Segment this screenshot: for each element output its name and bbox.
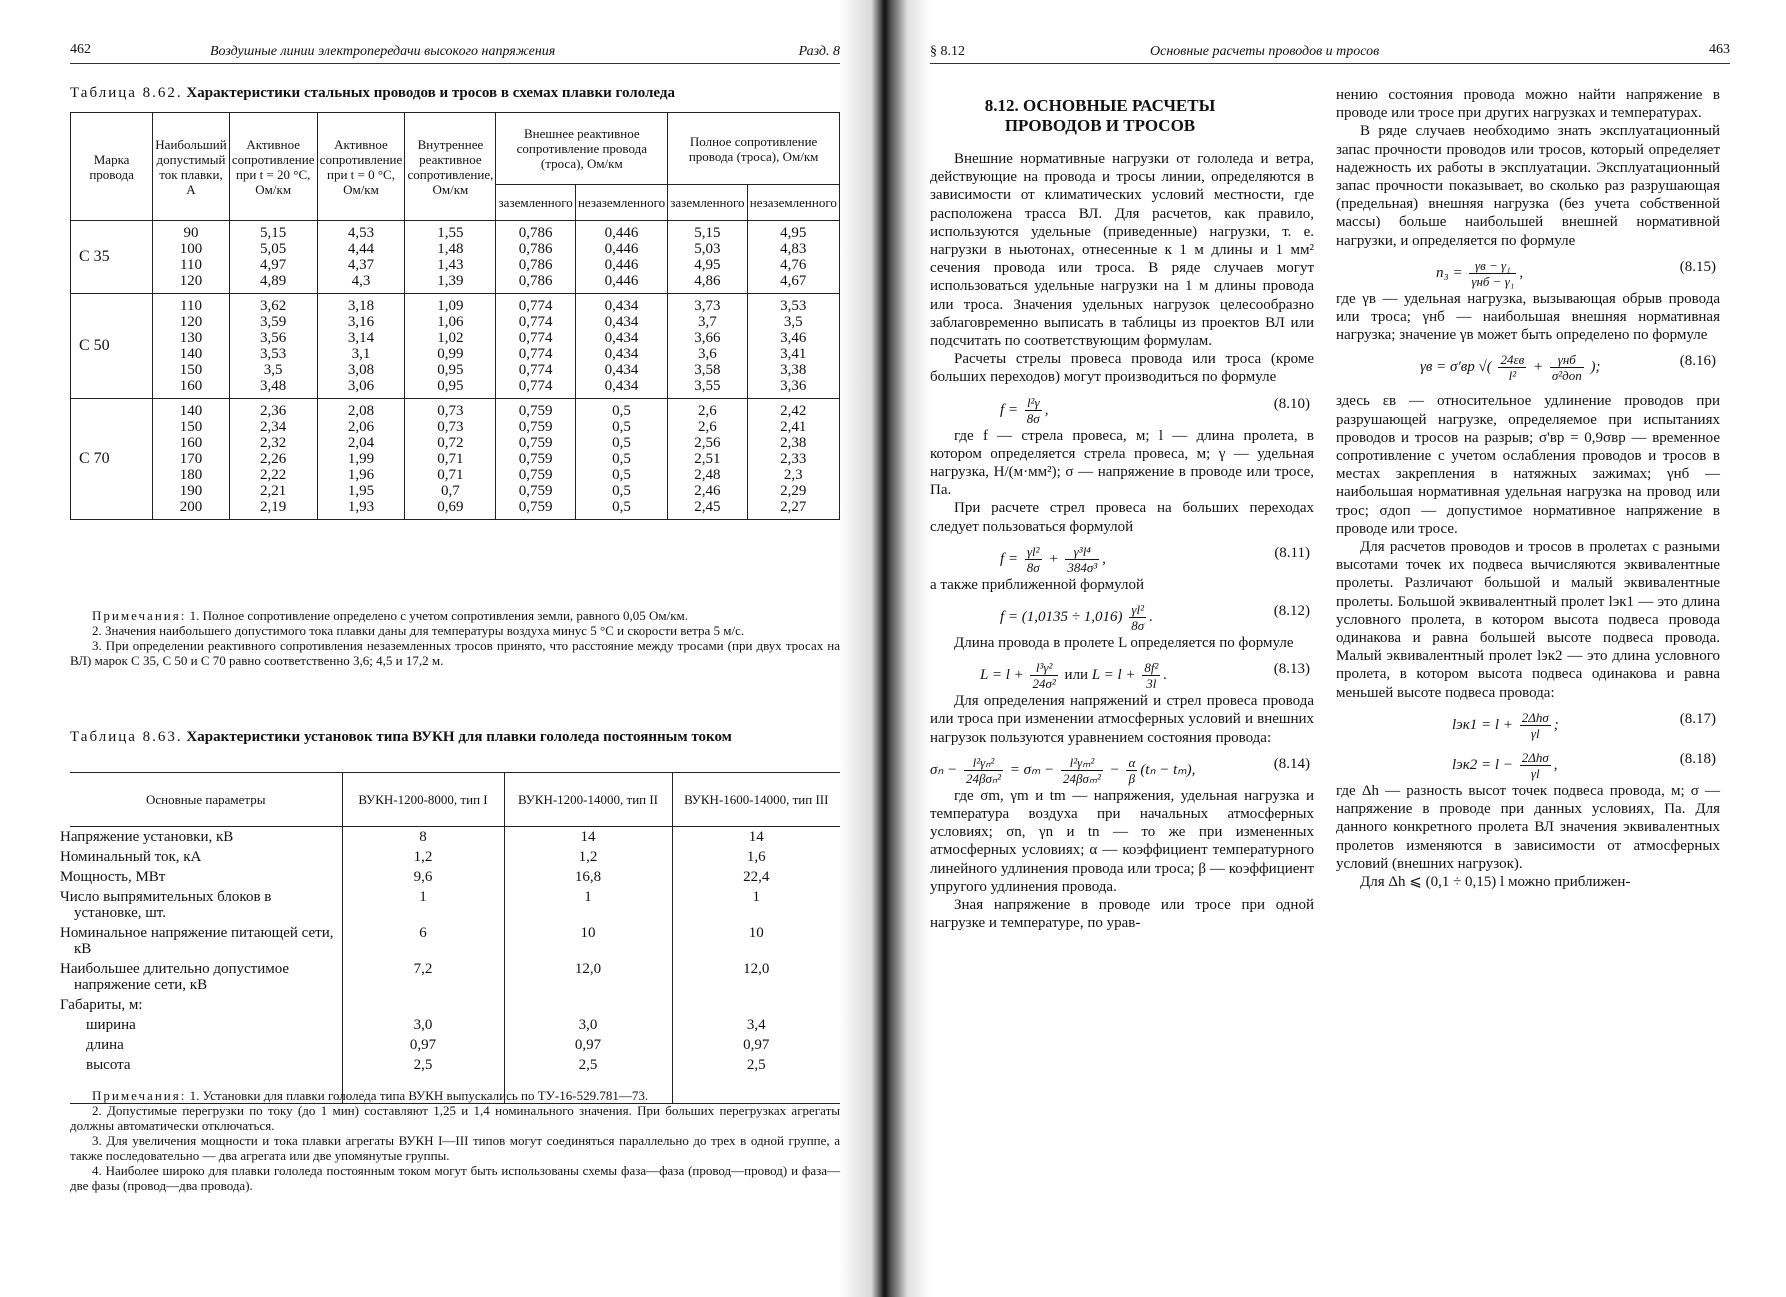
table-cell-value: 0,774 <box>518 298 553 314</box>
table-cell-value: 2,22 <box>260 467 287 483</box>
table-cell-value: 0,71 <box>437 451 464 467</box>
table-cell-value: 3,55 <box>694 378 721 394</box>
formula-8-13: L = l + $\frac{\text{l³γ²}}{\text{24σ²}}$ или L = l + $\frac{\text{8f²}}{3l}$ . (8.13) <box>980 660 1310 692</box>
value-cell-current <box>153 221 230 294</box>
table-cell-value: 0,759 <box>518 467 553 483</box>
right-column-2 <box>1336 86 1720 891</box>
table-cell-value: 0,786 <box>518 241 553 257</box>
table-cell-value: 2,32 <box>260 435 287 451</box>
table-cell-value: 0,446 <box>604 257 639 273</box>
table-cell-value: 2,33 <box>780 451 807 467</box>
table-cell-value: 0,434 <box>604 346 639 362</box>
table-cell-value: 0,7 <box>441 483 460 499</box>
table-row <box>71 294 840 399</box>
formula-8-18: lэк2 = l − $\frac{\text{2Δhσ}}{\gamma l}$ , (8.18) <box>1452 749 1716 781</box>
table-cell-value: 0,71 <box>437 467 464 483</box>
table-cell-value: 0,446 <box>604 241 639 257</box>
table-cell-value: 2,42 <box>780 403 807 419</box>
table-cell-value: 4,3 <box>351 273 371 289</box>
parameter-value-cell: 1 <box>342 887 504 923</box>
parameter-value-cell <box>342 995 504 1015</box>
value-cell-xu <box>575 294 667 399</box>
table-row <box>70 995 840 1015</box>
formula-8-10: f = $\frac{\text{l²γ}}{8\sigma}$ , (8.10) <box>1000 394 1310 426</box>
table-cell-value: 0,786 <box>518 225 553 241</box>
table-862 <box>70 112 840 520</box>
table-cell-value: 0,759 <box>518 419 553 435</box>
parameter-value-cell: 0,97 <box>672 1035 840 1055</box>
table-cell-value: 1,43 <box>437 257 464 273</box>
table-cell-value: 3,73 <box>694 298 721 314</box>
table-cell-value: 1,96 <box>347 467 375 483</box>
table-cell-value: 0,434 <box>604 298 639 314</box>
value-cell-zg <box>668 294 747 399</box>
table-cell-value: 4,97 <box>260 257 287 273</box>
table-cell-value: 0,759 <box>518 435 553 451</box>
table-row <box>70 887 840 923</box>
value-cell-xin <box>405 399 496 520</box>
table-row <box>70 923 840 959</box>
parameter-value-cell: 14 <box>504 827 672 848</box>
table-row <box>71 399 840 520</box>
book-gutter-shadow <box>840 0 930 1297</box>
table-cell-value: 3,41 <box>780 346 807 362</box>
table-cell-value: 1,06 <box>437 314 464 330</box>
left-section-ref: Разд. 8 <box>798 44 840 59</box>
table-cell-value: 2,19 <box>260 499 287 515</box>
table-row <box>70 1035 840 1055</box>
parameter-value-cell: 10 <box>504 923 672 959</box>
table-cell-value: 0,774 <box>518 346 553 362</box>
formula-8-17: lэк1 = l + $\frac{\text{2Δhσ}}{\gamma l}$ ; (8.17) <box>1452 709 1716 741</box>
parameter-value-cell: 1,2 <box>504 847 672 867</box>
table-cell-value: 1,39 <box>437 273 464 289</box>
formula-8-11: f = $\frac{\text{γl²}}{8\sigma}$ + $\frac{\text{γ³l⁴}}{\text{384σ³}}$ , (8.11) <box>1000 543 1310 575</box>
parameter-value-cell: 3,0 <box>342 1015 504 1035</box>
table-862-caption: Таблица 8.62. Характеристики стальных проводов и тросов в схемах плавки гололеда <box>70 85 675 101</box>
table-cell-value: 3,48 <box>260 378 287 394</box>
right-running-head <box>930 38 1730 64</box>
table-cell-value: 0,759 <box>518 451 553 467</box>
parameter-value-cell: 1,2 <box>342 847 504 867</box>
table-cell-value: 4,83 <box>780 241 807 257</box>
parameter-name-cell: Наибольшее длительно допустимое напряжение сети, кВ <box>60 961 290 993</box>
th-ext-grounded: заземленного <box>496 185 575 221</box>
parameter-value-cell: 12,0 <box>504 959 672 995</box>
value-cell-zg <box>668 221 747 294</box>
table-cell-value: 0,95 <box>437 378 464 394</box>
c1-paragraph-6: Длина провода в пролете L определяется по формуле <box>954 635 1294 652</box>
parameter-value-cell: 14 <box>672 827 840 848</box>
table-cell-value: 110 <box>180 298 202 314</box>
table-cell-value: 3,06 <box>347 378 375 394</box>
th-full-grounded: заземленного <box>668 185 747 221</box>
table-cell-value: 2,3 <box>783 467 803 483</box>
parameter-value-cell: 2,5 <box>342 1055 504 1104</box>
table-cell-value: 3,08 <box>347 362 375 378</box>
value-cell-zu <box>747 399 839 520</box>
th-full-ungrounded: незаземленного <box>747 185 839 221</box>
value-cell-zu <box>747 294 839 399</box>
table-row <box>70 827 840 848</box>
th-params: Основные параметры <box>70 773 342 827</box>
c1-paragraph-5: а также приближенной формулой <box>930 576 1144 593</box>
table-cell-value: 0,5 <box>612 403 631 419</box>
table-cell-value: 5,15 <box>260 225 287 241</box>
parameter-value-cell: 9,6 <box>342 867 504 887</box>
c2-paragraph-1: нению состояния провода можно найти напряжение в проводе или тросе при других нагрузках и температурах. <box>1336 87 1720 122</box>
table-cell-value: 3,58 <box>694 362 721 378</box>
parameter-name-cell: Число выпрямительных блоков в установке, шт. <box>60 889 272 921</box>
wire-mark-cell: С 35 <box>71 221 153 294</box>
table-row <box>70 847 840 867</box>
table-cell-value: 0,5 <box>612 419 631 435</box>
parameter-value-cell: 12,0 <box>672 959 840 995</box>
th-active-20: Активное сопротивление при t = 20 °С, Ом/км <box>229 113 317 221</box>
table-cell-value: 2,04 <box>347 435 375 451</box>
table-cell-value: 0,786 <box>518 257 553 273</box>
table-cell-value: 3,46 <box>780 330 807 346</box>
table-cell-value: 5,05 <box>260 241 287 257</box>
table-cell-value: 0,5 <box>612 435 631 451</box>
table-cell-value: 3,18 <box>347 298 375 314</box>
table-863-notes: Примечания: 1. Установки для плавки гололеда типа ВУКН выпускались по ТУ-16-529.781—73. 2. Допустимые перегрузки по току (до 1 мин) составляют 1,25 и 1,4 номинального значения. При больших перегрузках агрегаты должны автоматически отключаться. 3. Для увеличения мощности и тока плавки агрегаты ВУКН I—III типов могут соединяться параллельно до трех в одной группе, а также последовательно — два агрегата или две упомянутые группы. 4. Наиболее широко для плавки гололеда постоянным током могут быть использованы схемы фаза—фаза (провод—провод) и фаза—две фазы (провод—два провода). <box>70 1088 840 1193</box>
table-row <box>70 1015 840 1035</box>
table-cell-value: 2,29 <box>780 483 807 499</box>
table-cell-value: 1,48 <box>437 241 464 257</box>
value-cell-zu <box>747 221 839 294</box>
value-cell-xg <box>496 294 575 399</box>
table-cell-value: 3,16 <box>347 314 375 330</box>
value-cell-r0 <box>317 294 405 399</box>
table-cell-value: 4,37 <box>347 257 375 273</box>
c2-paragraph-5: Для расчетов проводов и тросов в пролетах с разными высотами точек их подвеса вычисляются эквивалентные пролеты. Различают большой и малый эквивалентные пролеты. Большой эквивалентный пролет lэк1 — это длина условного пролета, в котором высота подвеса провода одинакова и равна большей высоте подвеса провода. Малый эквивалентный пролет lэк2 — это длина условного пролета, в котором высота подвеса одинакова и равна меньшей высоте подвеса провода: <box>1336 539 1720 701</box>
table-cell-value: 3,5 <box>783 314 803 330</box>
table-cell-value: 2,46 <box>694 483 721 499</box>
value-cell-r20 <box>229 399 317 520</box>
value-cell-r20 <box>229 221 317 294</box>
parameter-value-cell: 16,8 <box>504 867 672 887</box>
table-row <box>71 221 840 294</box>
table-cell-value: 4,95 <box>780 225 807 241</box>
table-cell-value: 3,59 <box>260 314 287 330</box>
table-cell-value: 0,95 <box>437 362 464 378</box>
parameter-value-cell: 22,4 <box>672 867 840 887</box>
table-cell-value: 4,53 <box>347 225 375 241</box>
th-full: Полное сопротивление провода (троса), Ом/км <box>668 113 840 185</box>
table-cell-value: 3,14 <box>347 330 375 346</box>
table-cell-value: 0,774 <box>518 314 553 330</box>
th-active-0: Активное сопротивление при t = 0 °С, Ом/км <box>317 113 405 221</box>
parameter-value-cell: 0,97 <box>504 1035 672 1055</box>
table-cell-value: 2,36 <box>260 403 287 419</box>
table-cell-value: 2,06 <box>347 419 375 435</box>
value-cell-xg <box>496 221 575 294</box>
table-cell-value: 0,434 <box>604 330 639 346</box>
table-cell-value: 2,45 <box>694 499 721 515</box>
table-cell-value: 150 <box>179 419 203 435</box>
parameter-name-cell: Мощность, МВт <box>60 869 166 885</box>
parameter-value-cell: 1 <box>672 887 840 923</box>
formula-8-15: n₃ = $\frac{\text{γв − γ₁}}{\text{γнб − γ₁}}$ , (8.15) <box>1436 257 1716 289</box>
table-cell-value: 90 <box>183 225 199 241</box>
right-running-title: Основные расчеты проводов и тросов <box>1150 44 1380 59</box>
table-cell-value: 0,446 <box>604 225 639 241</box>
table-cell-value: 0,759 <box>518 403 553 419</box>
parameter-value-cell: 6 <box>342 923 504 959</box>
parameter-value-cell <box>672 995 840 1015</box>
section-title: 8.12. ОСНОВНЫЕ РАСЧЕТЫ ПРОВОДОВ И ТРОСОВ <box>984 96 1216 135</box>
table-cell-value: 3,6 <box>698 346 717 362</box>
table-cell-value: 4,95 <box>694 257 721 273</box>
table-cell-value: 2,41 <box>780 419 807 435</box>
table-cell-value: 180 <box>179 467 203 483</box>
c1-paragraph-1: Внешние нормативные нагрузки от гололеда и ветра, действующие на провода и тросы линии, определяются в зависимости от климатических условий местности, где расположена трасса ВЛ. Для расчетов, как правило, используются удельные (приведенные) нагрузки, т. е. нагрузки в ньютонах, отнесенные к 1 м длины и 1 мм² сечения провода или троса. В ряде случаев могут использоваться удельные нагрузки на 1 м длины провода или троса. Значения удельных нагрузок целесообразно заблаговременно выписать в таблицы из проектов ВЛ или подсчитать по соответствующим формулам. <box>930 151 1314 350</box>
left-running-head <box>70 38 840 64</box>
th-ext-ungrounded: незаземленного <box>575 185 667 221</box>
table-cell-value: 140 <box>179 403 203 419</box>
table-cell-value: 0,759 <box>518 499 553 515</box>
table-cell-value: 0,446 <box>604 273 639 289</box>
c1-paragraph-8: где σm, γm и tm — напряжения, удельная нагрузка и температура воздуха при начальных атмосферных условиях; σn, γn и tn — то же при измененных атмосферных условиях; α — коэффициент температурного линейного удлинения провода или троса; β — коэффициент упругого удлинения провода. <box>930 787 1314 895</box>
table-cell-value: 2,56 <box>694 435 721 451</box>
table-cell-value: 3,62 <box>260 298 287 314</box>
table-cell-value: 2,34 <box>260 419 287 435</box>
table-cell-value: 3,7 <box>698 314 717 330</box>
table-cell-value: 0,786 <box>518 273 553 289</box>
table-cell-value: 200 <box>179 499 203 515</box>
value-cell-current <box>153 294 230 399</box>
table-cell-value: 0,73 <box>437 403 464 419</box>
table-cell-value: 0,774 <box>518 362 553 378</box>
right-page <box>930 0 1730 1297</box>
table-cell-value: 0,69 <box>437 499 464 515</box>
table-cell-value: 3,5 <box>263 362 283 378</box>
table-row <box>70 959 840 995</box>
parameter-name-cell: Напряжение установки, кВ <box>60 829 234 845</box>
right-column-1 <box>930 150 1314 933</box>
c1-paragraph-9: Зная напряжение в проводе или тросе при одной нагрузке и температуре, по урав- <box>930 897 1314 932</box>
table-cell-value: 3,38 <box>780 362 807 378</box>
parameter-value-cell: 1 <box>504 887 672 923</box>
c1-paragraph-7: Для определения напряжений и стрел провеса провода или троса при изменении атмосферных условий и внешних нагрузок пользуются уравнением состояния провода: <box>930 693 1314 746</box>
value-cell-xin <box>405 294 496 399</box>
left-running-title: Воздушные линии электропередачи высокого напряжения <box>210 44 556 59</box>
table-cell-value: 2,38 <box>780 435 807 451</box>
table-cell-value: 2,08 <box>347 403 375 419</box>
left-page <box>60 0 840 1297</box>
table-cell-value: 160 <box>179 378 203 394</box>
parameter-name-cell: длина <box>86 1037 124 1053</box>
c2-paragraph-4: здесь εв — относительное удлинение проводов при разрушающей нагрузке, определяемое при испытаниях проводов и тросов на разрыв; σ'вр = 0,9σвр — временное сопротивление с учетом ослабления проводов и тросов в местах закрепления в натяжных зажимах; γнб — наибольшая нормативная удельная нагрузка на провод или трос; σдоп — допустимое нормативное напряжение в проводе или тросе. <box>1336 393 1720 537</box>
table-862-body <box>71 221 840 520</box>
table-cell-value: 4,86 <box>694 273 721 289</box>
formula-8-12: f = (1,0135 ÷ 1,016) $\frac{\text{γl²}}{8\sigma}$ . (8.12) <box>1000 602 1310 634</box>
c2-paragraph-7: Для Δh ⩽ (0,1 ÷ 0,15) l можно приближен- <box>1360 873 1631 890</box>
th-mark: Марка провода <box>71 113 153 221</box>
c1-paragraph-4: При расчете стрел провеса на больших переходах следует пользоваться формулой <box>930 500 1314 535</box>
wire-mark-cell: С 50 <box>71 294 153 399</box>
parameter-value-cell: 3,4 <box>672 1015 840 1035</box>
table-862-notes: Примечания: 1. Полное сопротивление определено с учетом сопротивления земли, равного 0,05 Ом/км. 2. Значения наибольшего допустимого тока плавки даны для температуры воздуха минус 5 °С и скорости ветра 5 м/с. 3. При определении реактивного сопротивления незаземленных тросов принято, что расстояние между тросами (при двух тросах на ВЛ) марок С 35, С 50 и С 70 равно соответственно 3,6; 4,5 и 17,2 м. <box>70 608 840 668</box>
table-cell-value: 2,27 <box>780 499 807 515</box>
table-cell-value: 140 <box>179 346 203 362</box>
table-cell-value: 0,774 <box>518 330 553 346</box>
th-max-current: Наибольший допустимый ток плавки, А <box>153 113 230 221</box>
table-cell-value: 3,1 <box>351 346 371 362</box>
table-cell-value: 0,99 <box>437 346 464 362</box>
table-cell-value: 1,02 <box>437 330 464 346</box>
table-cell-value: 150 <box>179 362 203 378</box>
right-page-number: 463 <box>1709 42 1730 57</box>
parameter-name-cell: высота <box>70 1055 342 1104</box>
table-cell-value: 4,44 <box>347 241 375 257</box>
table-cell-value: 1,99 <box>347 451 375 467</box>
table-cell-value: 0,73 <box>437 419 464 435</box>
table-cell-value: 160 <box>179 435 203 451</box>
value-cell-xg <box>496 399 575 520</box>
c2-paragraph-2: В ряде случаев необходимо знать эксплуатационный запас прочности проводов или тросов, который определяет надежность их работы в эксплуатации. Эксплуатационный запас прочности показывает, во сколько раз разрушающая (предельная) внешняя нагрузка (без учета собственной массы) больше наибольшей внешней нормативной нагрузки, и определяется по формуле <box>1336 123 1720 249</box>
value-cell-xin <box>405 221 496 294</box>
parameter-value-cell <box>504 995 672 1015</box>
table-863-body <box>60 827 840 1104</box>
parameter-value-cell: 2,5 <box>672 1055 840 1104</box>
table-cell-value: 1,09 <box>437 298 464 314</box>
table-cell-value: 0,5 <box>612 467 631 483</box>
table-cell-value: 3,56 <box>260 330 287 346</box>
th-external: Внешнее реактивное сопротивление провода (троса), Ом/км <box>496 113 668 185</box>
table-cell-value: 2,21 <box>260 483 287 499</box>
left-page-number: 462 <box>70 42 91 57</box>
parameter-value-cell: 10 <box>672 923 840 959</box>
table-cell-value: 2,6 <box>698 403 717 419</box>
parameter-value-cell: 7,2 <box>342 959 504 995</box>
formula-8-14: σₙ − $\frac{\text{l²γₙ²}}{\text{24βσₙ²}}$ = σₘ − $\frac{\text{l²γₘ²}}{\text{24βσₘ²}}$ − $\frac{\alpha}{\beta}$ (tₙ − tₘ), (8.14) <box>930 754 1310 786</box>
table-cell-value: 3,66 <box>694 330 721 346</box>
parameter-name-cell: Габариты, м: <box>60 997 143 1013</box>
table-863 <box>60 772 840 1104</box>
th-vukn-3: ВУКН-1600-14000, тип III <box>672 773 840 827</box>
th-vukn-2: ВУКН-1200-14000, тип II <box>504 773 672 827</box>
table-cell-value: 4,76 <box>780 257 807 273</box>
table-cell-value: 0,5 <box>612 451 631 467</box>
table-cell-value: 5,03 <box>694 241 721 257</box>
th-internal: Внутреннее реактивное сопротивление, Ом/км <box>405 113 496 221</box>
table-cell-value: 3,53 <box>260 346 287 362</box>
value-cell-xu <box>575 399 667 520</box>
parameter-value-cell: 1,6 <box>672 847 840 867</box>
value-cell-xu <box>575 221 667 294</box>
right-section-ref: § 8.12 <box>930 44 965 59</box>
table-cell-value: 0,774 <box>518 378 553 394</box>
table-cell-value: 130 <box>179 330 203 346</box>
table-cell-value: 120 <box>179 273 203 289</box>
value-cell-zg <box>668 399 747 520</box>
parameter-name-cell: ширина <box>86 1017 136 1033</box>
value-cell-r0 <box>317 221 405 294</box>
table-cell-value: 0,759 <box>518 483 553 499</box>
table-cell-value: 120 <box>179 314 203 330</box>
table-cell-value: 0,434 <box>604 362 639 378</box>
table-cell-value: 0,434 <box>604 314 639 330</box>
parameter-value-cell: 2,5 <box>504 1055 672 1104</box>
value-cell-r20 <box>229 294 317 399</box>
parameter-value-cell: 8 <box>342 827 504 848</box>
value-cell-r0 <box>317 399 405 520</box>
table-cell-value: 190 <box>179 483 203 499</box>
table-cell-value: 2,26 <box>260 451 287 467</box>
c1-paragraph-2: Расчеты стрелы провеса провода или троса (кроме больших переходов) могут производиться по формуле <box>930 351 1314 386</box>
table-cell-value: 4,89 <box>260 273 287 289</box>
wire-mark-cell: С 70 <box>71 399 153 520</box>
table-cell-value: 0,5 <box>612 499 631 515</box>
table-cell-value: 4,67 <box>780 273 807 289</box>
table-cell-value: 2,51 <box>694 451 721 467</box>
table-cell-value: 170 <box>179 451 203 467</box>
formula-8-16: γв = σ′вр √( $\frac{24\varepsilon в}{\text{l²}}$ + $\frac{\text{γнб}}{\text{σ²доп}}$ ); (8.16) <box>1420 352 1716 384</box>
parameter-name-cell: Номинальное напряжение питающей сети, кВ <box>60 925 334 957</box>
table-cell-value: 0,72 <box>437 435 464 451</box>
c2-paragraph-6: где Δh — разность высот точек подвеса провода, м; σ — напряжение в проводе при данных условиях, Па. Для данного конкретного пролета ВЛ значения эквивалентных пролетов изменяются в зависимости от атмосферных условий (внешних нагрузок). <box>1336 782 1720 872</box>
table-cell-value: 3,53 <box>780 298 807 314</box>
table-863-caption: Таблица 8.63. Характеристики установок типа ВУКН для плавки гололеда постоянным током <box>70 729 732 745</box>
table-row <box>70 867 840 887</box>
parameter-name-cell: Номинальный ток, кА <box>60 849 202 865</box>
parameter-value-cell: 0,97 <box>342 1035 504 1055</box>
value-cell-current <box>153 399 230 520</box>
table-cell-value: 1,55 <box>437 225 464 241</box>
table-cell-value: 100 <box>179 241 203 257</box>
c2-paragraph-3: где γв — удельная нагрузка, вызывающая обрыв провода или троса; γнб — наибольшая внешняя нормативная нагрузка; значение γв может быть определено по формуле <box>1336 290 1720 344</box>
table-cell-value: 2,48 <box>694 467 721 483</box>
table-cell-value: 2,6 <box>698 419 717 435</box>
table-cell-value: 0,434 <box>604 378 639 394</box>
table-cell-value: 1,93 <box>347 499 375 515</box>
parameter-value-cell: 3,0 <box>504 1015 672 1035</box>
table-cell-value: 3,36 <box>780 378 807 394</box>
table-cell-value: 5,15 <box>694 225 721 241</box>
c1-paragraph-3: где f — стрела провеса, м; l — длина пролета, в котором определяется стрела провеса, м; γ — удельная нагрузка, Н/(м·мм²); σ — напряжение в проводе или тросе, Па. <box>930 427 1314 499</box>
table-cell-value: 1,95 <box>347 483 375 499</box>
table-cell-value: 0,5 <box>612 483 631 499</box>
th-vukn-1: ВУКН-1200-8000, тип I <box>342 773 504 827</box>
table-cell-value: 110 <box>180 257 202 273</box>
